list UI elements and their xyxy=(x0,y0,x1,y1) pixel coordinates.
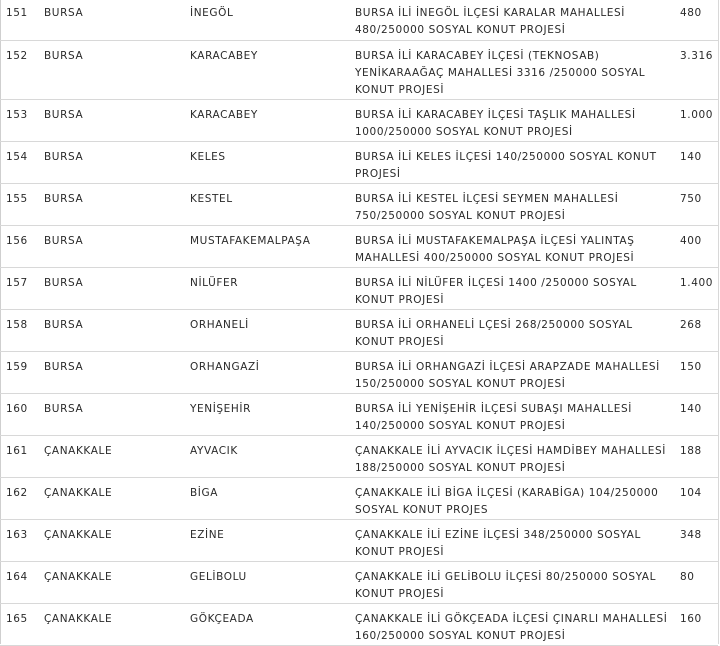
project-description-cell: BURSA İLİ NİLÜFER İLÇESİ 1400 /250000 SOSYAL KONUT PROJESİ xyxy=(355,267,680,309)
district-cell: NİLÜFER xyxy=(190,267,355,309)
district-cell: ORHANELİ xyxy=(190,309,355,351)
housing-count-cell: 160 xyxy=(680,603,718,645)
district-cell: ORHANGAZİ xyxy=(190,351,355,393)
table-row xyxy=(0,435,718,477)
housing-count-cell: 1.000 xyxy=(680,99,718,141)
district-cell: İNEGÖL xyxy=(190,0,355,40)
table-row xyxy=(0,99,718,141)
table-row xyxy=(0,141,718,183)
housing-count-cell: 480 xyxy=(680,0,718,40)
row-number: 157 xyxy=(0,267,44,309)
project-description-cell: BURSA İLİ KELES İLÇESİ 140/250000 SOSYAL KONUT PROJESİ xyxy=(355,141,680,183)
project-description-cell: BURSA İLİ ORHANELİ LÇESİ 268/250000 SOSYAL KONUT PROJESİ xyxy=(355,309,680,351)
city-cell: BURSA xyxy=(44,141,190,183)
city-cell: BURSA xyxy=(44,183,190,225)
district-cell: KARACABEY xyxy=(190,40,355,99)
housing-count-cell: 140 xyxy=(680,141,718,183)
project-description-cell: ÇANAKKALE İLİ AYVACIK İLÇESİ HAMDİBEY MAHALLESİ 188/250000 SOSYAL KONUT PROJESİ xyxy=(355,435,680,477)
table-row xyxy=(0,267,718,309)
housing-count-cell: 1.400 xyxy=(680,267,718,309)
district-cell: GELİBOLU xyxy=(190,561,355,603)
city-cell: ÇANAKKALE xyxy=(44,477,190,519)
row-number: 163 xyxy=(0,519,44,561)
district-cell: AYVACIK xyxy=(190,435,355,477)
project-description-cell: ÇANAKKALE İLİ BİGA İLÇESİ (KARABİGA) 104/250000 SOSYAL KONUT PROJES xyxy=(355,477,680,519)
project-description-cell: BURSA İLİ MUSTAFAKEMALPAŞA İLÇESİ YALINTAŞ MAHALLESİ 400/250000 SOSYAL KONUT PROJESİ xyxy=(355,225,680,267)
table-row xyxy=(0,561,718,603)
district-cell: KARACABEY xyxy=(190,99,355,141)
table-row xyxy=(0,309,718,351)
table-row xyxy=(0,351,718,393)
project-description-cell: BURSA İLİ KARACABEY İLÇESİ TAŞLIK MAHALLESİ 1000/250000 SOSYAL KONUT PROJESİ xyxy=(355,99,680,141)
city-cell: BURSA xyxy=(44,0,190,40)
city-cell: ÇANAKKALE xyxy=(44,561,190,603)
table-row xyxy=(0,225,718,267)
row-number: 158 xyxy=(0,309,44,351)
housing-count-cell: 80 xyxy=(680,561,718,603)
city-cell: BURSA xyxy=(44,309,190,351)
project-description-cell: BURSA İLİ İNEGÖL İLÇESİ KARALAR MAHALLESİ 480/250000 SOSYAL KONUT PROJESİ xyxy=(355,0,680,40)
row-number: 161 xyxy=(0,435,44,477)
project-description-cell: ÇANAKKALE İLİ GELİBOLU İLÇESİ 80/250000 SOSYAL KONUT PROJESİ xyxy=(355,561,680,603)
right-border xyxy=(718,0,719,644)
housing-count-cell: 104 xyxy=(680,477,718,519)
district-cell: EZİNE xyxy=(190,519,355,561)
project-description-cell: ÇANAKKALE İLİ GÖKÇEADA İLÇESİ ÇINARLI MAHALLESİ 160/250000 SOSYAL KONUT PROJESİ xyxy=(355,603,680,645)
row-number: 154 xyxy=(0,141,44,183)
row-number: 156 xyxy=(0,225,44,267)
housing-count-cell: 750 xyxy=(680,183,718,225)
housing-count-cell: 150 xyxy=(680,351,718,393)
housing-count-cell: 268 xyxy=(680,309,718,351)
city-cell: ÇANAKKALE xyxy=(44,435,190,477)
row-number: 153 xyxy=(0,99,44,141)
table-row xyxy=(0,603,718,645)
city-cell: ÇANAKKALE xyxy=(44,519,190,561)
city-cell: BURSA xyxy=(44,99,190,141)
district-cell: YENİŞEHİR xyxy=(190,393,355,435)
project-description-cell: BURSA İLİ YENİŞEHİR İLÇESİ SUBAŞI MAHALLESİ 140/250000 SOSYAL KONUT PROJESİ xyxy=(355,393,680,435)
table-row xyxy=(0,393,718,435)
table-row xyxy=(0,40,718,99)
city-cell: BURSA xyxy=(44,40,190,99)
project-description-cell: BURSA İLİ KESTEL İLÇESİ SEYMEN MAHALLESİ 750/250000 SOSYAL KONUT PROJESİ xyxy=(355,183,680,225)
district-cell: KELES xyxy=(190,141,355,183)
city-cell: BURSA xyxy=(44,225,190,267)
table-row xyxy=(0,477,718,519)
housing-count-cell: 348 xyxy=(680,519,718,561)
row-number: 159 xyxy=(0,351,44,393)
district-cell: MUSTAFAKEMALPAŞA xyxy=(190,225,355,267)
row-number: 162 xyxy=(0,477,44,519)
project-description-cell: ÇANAKKALE İLİ EZİNE İLÇESİ 348/250000 SOSYAL KONUT PROJESİ xyxy=(355,519,680,561)
table-row xyxy=(0,0,718,40)
city-cell: BURSA xyxy=(44,393,190,435)
housing-count-cell: 140 xyxy=(680,393,718,435)
housing-count-cell: 400 xyxy=(680,225,718,267)
row-number: 152 xyxy=(0,40,44,99)
city-cell: ÇANAKKALE xyxy=(44,603,190,645)
row-number: 155 xyxy=(0,183,44,225)
row-number: 164 xyxy=(0,561,44,603)
city-cell: BURSA xyxy=(44,267,190,309)
row-number: 151 xyxy=(0,0,44,40)
city-cell: BURSA xyxy=(44,351,190,393)
table-row xyxy=(0,519,718,561)
housing-count-cell: 3.316 xyxy=(680,40,718,99)
housing-count-cell: 188 xyxy=(680,435,718,477)
project-description-cell: BURSA İLİ KARACABEY İLÇESİ (TEKNOSAB) YENİKARAAĞAÇ MAHALLESİ 3316 /250000 SOSYAL KONUT PROJESİ xyxy=(355,40,680,99)
row-number: 160 xyxy=(0,393,44,435)
project-description-cell: BURSA İLİ ORHANGAZİ İLÇESİ ARAPZADE MAHALLESİ 150/250000 SOSYAL KONUT PROJESİ xyxy=(355,351,680,393)
district-cell: GÖKÇEADA xyxy=(190,603,355,645)
row-number: 165 xyxy=(0,603,44,645)
table-row xyxy=(0,183,718,225)
district-cell: KESTEL xyxy=(190,183,355,225)
district-cell: BİGA xyxy=(190,477,355,519)
